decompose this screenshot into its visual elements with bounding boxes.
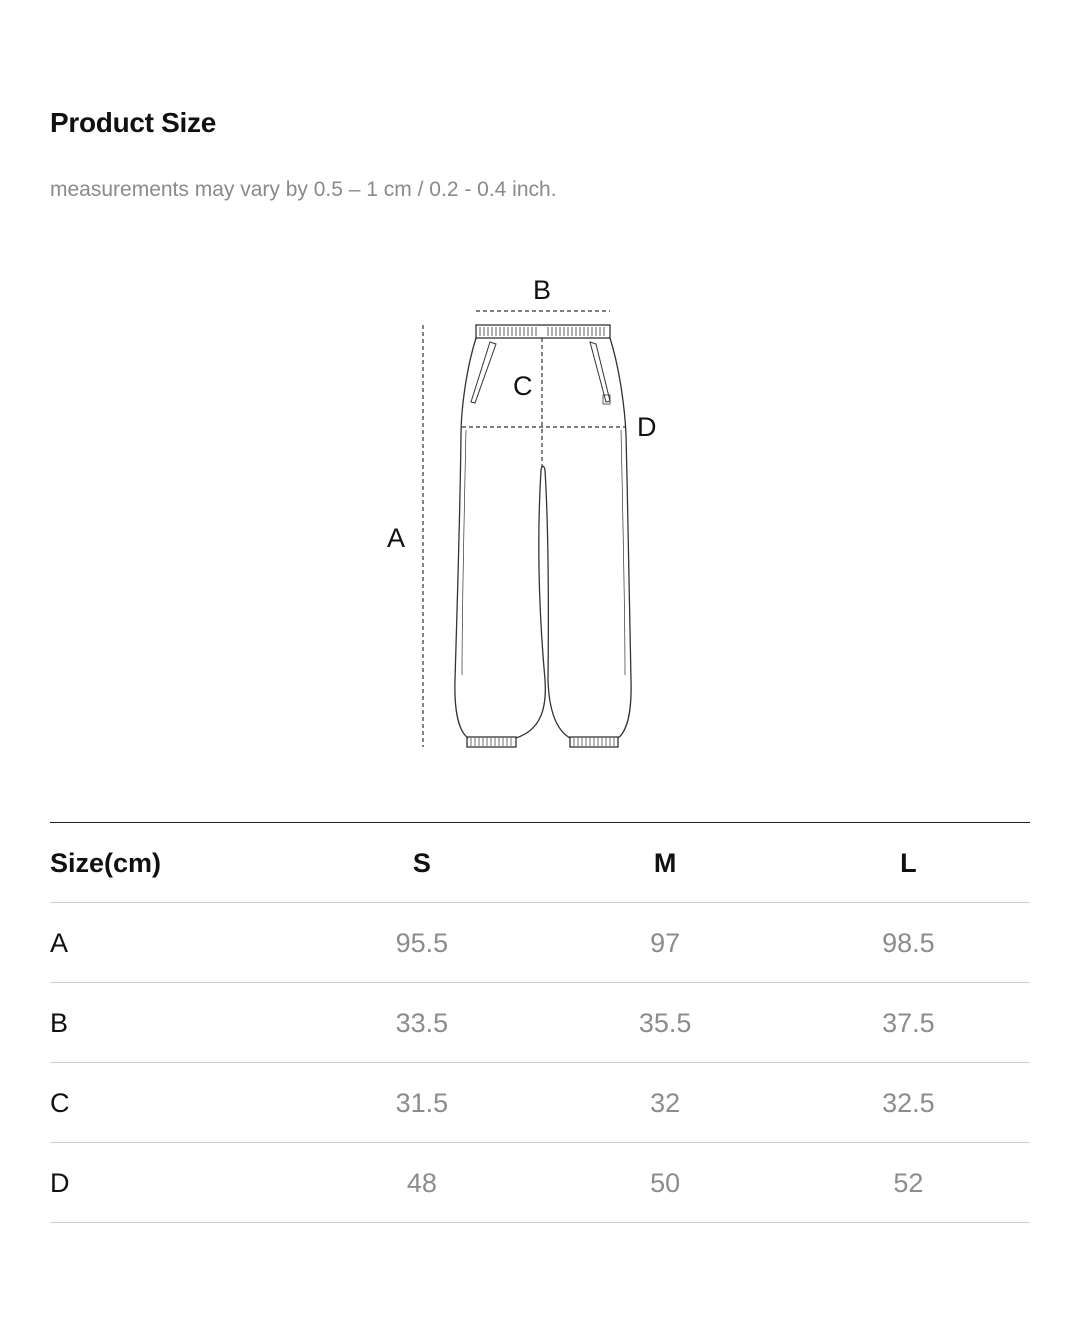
label-c: C [513,371,533,401]
waistband-ribbing [480,327,604,336]
size-l-header: L [787,823,1030,903]
right-leg-outer [610,338,631,738]
right-leg-inner [545,470,570,738]
table-row [50,903,1030,983]
size-unit-header: Size(cm) [50,823,300,903]
left-cuff [467,737,516,747]
page-title: Product Size [50,107,216,138]
table-cell: 95.5 [300,903,543,983]
table-cell: 98.5 [787,903,1030,983]
left-pocket [471,342,496,403]
table-cell: 35.5 [543,983,786,1063]
pants-icon [0,260,1080,760]
row-label: B [50,983,300,1063]
size-m-header: M [543,823,786,903]
label-d: D [637,412,657,442]
table-cell: 37.5 [787,983,1030,1063]
label-a: A [387,523,406,553]
row-label: A [50,903,300,983]
label-b: B [533,275,552,305]
row-label: D [50,1143,300,1223]
table-cell: 97 [543,903,786,983]
size-table [50,822,1030,1223]
row-label: C [50,1063,300,1143]
measurement-note: measurements may vary by 0.5 – 1 cm / 0.2 - 0.4 inch. [50,178,557,201]
table-cell: 48 [300,1143,543,1223]
table-cell: 32.5 [787,1063,1030,1143]
table-row [50,1063,1030,1143]
table-cell: 31.5 [300,1063,543,1143]
table-cell: 33.5 [300,983,543,1063]
right-pocket [590,342,610,402]
left-leg-outer [455,338,476,738]
size-s-header: S [300,823,543,903]
table-cell: 50 [543,1143,786,1223]
table-header-row [50,823,1030,903]
table-cell: 52 [787,1143,1030,1223]
pants-diagram [0,260,1080,760]
table-row [50,983,1030,1063]
table-row [50,1143,1030,1223]
left-leg-inner [516,470,545,738]
table-cell: 32 [543,1063,786,1143]
